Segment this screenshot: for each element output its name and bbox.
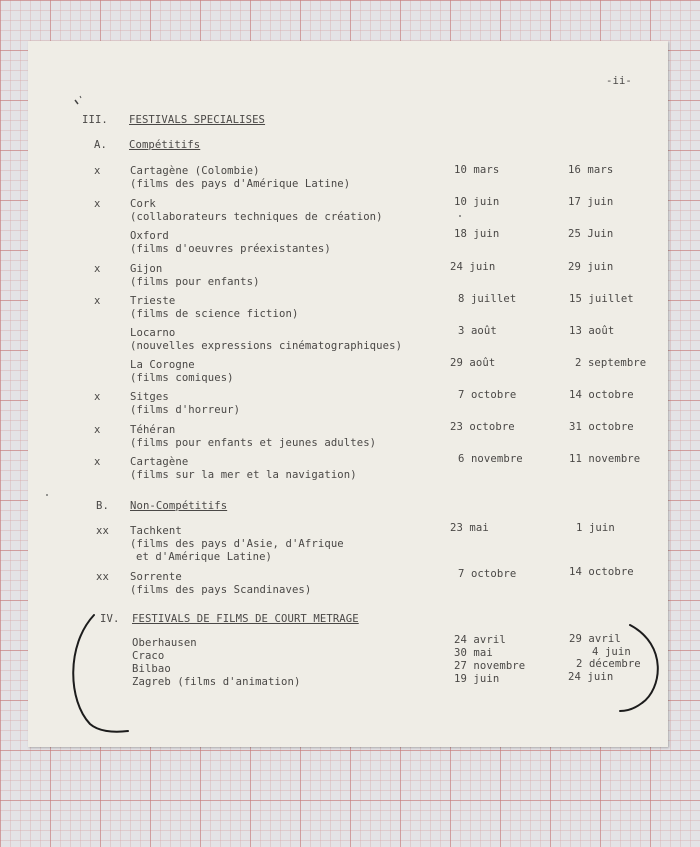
short-film-festival-start-date: 27 novembre [454,660,526,672]
short-film-festival-end-date: 2 décembre [576,658,641,670]
festival-start-date: 18 juin [454,228,500,240]
festival-end-date: 13 août [569,325,615,337]
short-film-festival-name: Bilbao [132,663,171,675]
festival-end-date: 15 juillet [569,293,634,305]
festival-start-date: 7 octobre [458,389,517,401]
festival-start-date: 24 juin [450,261,496,273]
festival-mark: xx [96,525,109,537]
festival-end-date: 17 juin [568,196,614,208]
festival-mark: x [94,165,101,177]
festival-end-date: 11 novembre [569,453,641,465]
section-4-numeral: IV. [100,613,120,625]
festival-description: (films d'horreur) [130,404,241,416]
festival-end-date: 29 juin [568,261,614,273]
festival-start-date: 10 juin [454,196,500,208]
festival-start-date: 8 juillet [458,293,517,305]
section-3-numeral: III. [82,114,108,126]
document-page [28,41,668,747]
festival-description: (films des pays Scandinaves) [130,584,312,596]
festival-end-date: 1 juin [576,522,615,534]
festival-start-date: 23 mai [450,522,489,534]
section-3-title: FESTIVALS SPECIALISES [129,114,266,126]
festival-name: Cartagène (Colombie) [130,165,260,177]
festival-name: Cork [130,198,156,210]
festival-name: Locarno [130,327,176,339]
festival-start-date: 23 octobre [450,421,515,433]
festival-name: Trieste [130,295,176,307]
festival-start-date: 29 août [450,357,496,369]
subsection-b-title: Non-Compétitifs [130,500,228,512]
short-film-festival-start-date: 19 juin [454,673,500,685]
festival-name: Téhéran [130,424,176,436]
festival-start-date: 3 août [458,325,497,337]
festival-name: Sorrente [130,571,182,583]
short-film-festival-end-date: 24 juin [568,671,614,683]
short-film-festival-end-date: 29 avril [569,633,621,645]
festival-description: (films d'oeuvres préexistantes) [130,243,331,255]
festival-mark: x [94,295,101,307]
festival-name: Gijon [130,263,163,275]
festival-description: (films des pays d'Amérique Latine) [130,178,351,190]
short-film-festival-name: Zagreb (films d'animation) [132,676,301,688]
subsection-a-letter: A. [94,139,107,151]
festival-mark: x [94,391,101,403]
subsection-b-letter: B. [96,500,109,512]
subsection-a-title: Compétitifs [129,139,201,151]
festival-description: (films sur la mer et la navigation) [130,469,357,481]
festival-description: (films des pays d'Asie, d'Afrique [130,538,344,550]
festival-start-date: 7 octobre [458,568,517,580]
festival-end-date: 2 septembre [575,357,647,369]
section-4-title: FESTIVALS DE FILMS DE COURT METRAGE [132,613,359,625]
festival-end-date: 25 Juin [568,228,614,240]
festival-end-date: 16 mars [568,164,614,176]
festival-mark: x [94,263,101,275]
festival-name: Tachkent [130,525,182,537]
short-film-festival-end-date: 4 juin [592,646,631,658]
festival-mark: xx [96,571,109,583]
short-film-festival-start-date: 30 mai [454,647,493,659]
festival-description: (films pour enfants) [130,276,260,288]
page-number: -ii- [606,75,632,87]
festival-mark: x [94,424,101,436]
festival-end-date: 31 octobre [569,421,634,433]
festival-description: (films comiques) [130,372,234,384]
festival-mark: x [94,198,101,210]
festival-name: Sitges [130,391,169,403]
festival-description: (nouvelles expressions cinématographiques) [130,340,403,352]
festival-description: (films pour enfants et jeunes adultes) [130,437,377,449]
festival-start-date: 10 mars [454,164,500,176]
festival-start-date: 6 novembre [458,453,523,465]
short-film-festival-name: Craco [132,650,165,662]
festival-end-date: 14 octobre [569,389,634,401]
festival-description: (collaborateurs techniques de création) [130,211,383,223]
festival-description: (films de science fiction) [130,308,299,320]
festival-name: Cartagène [130,456,189,468]
handwritten-bracket-annotation [28,41,668,747]
festival-description-line-2: et d'Amérique Latine) [136,551,273,563]
short-film-festival-name: Oberhausen [132,637,197,649]
short-film-festival-start-date: 24 avril [454,634,506,646]
festival-end-date: 14 octobre [569,566,634,578]
festival-name: Oxford [130,230,169,242]
festival-name: La Corogne [130,359,195,371]
festival-mark: x [94,456,101,468]
